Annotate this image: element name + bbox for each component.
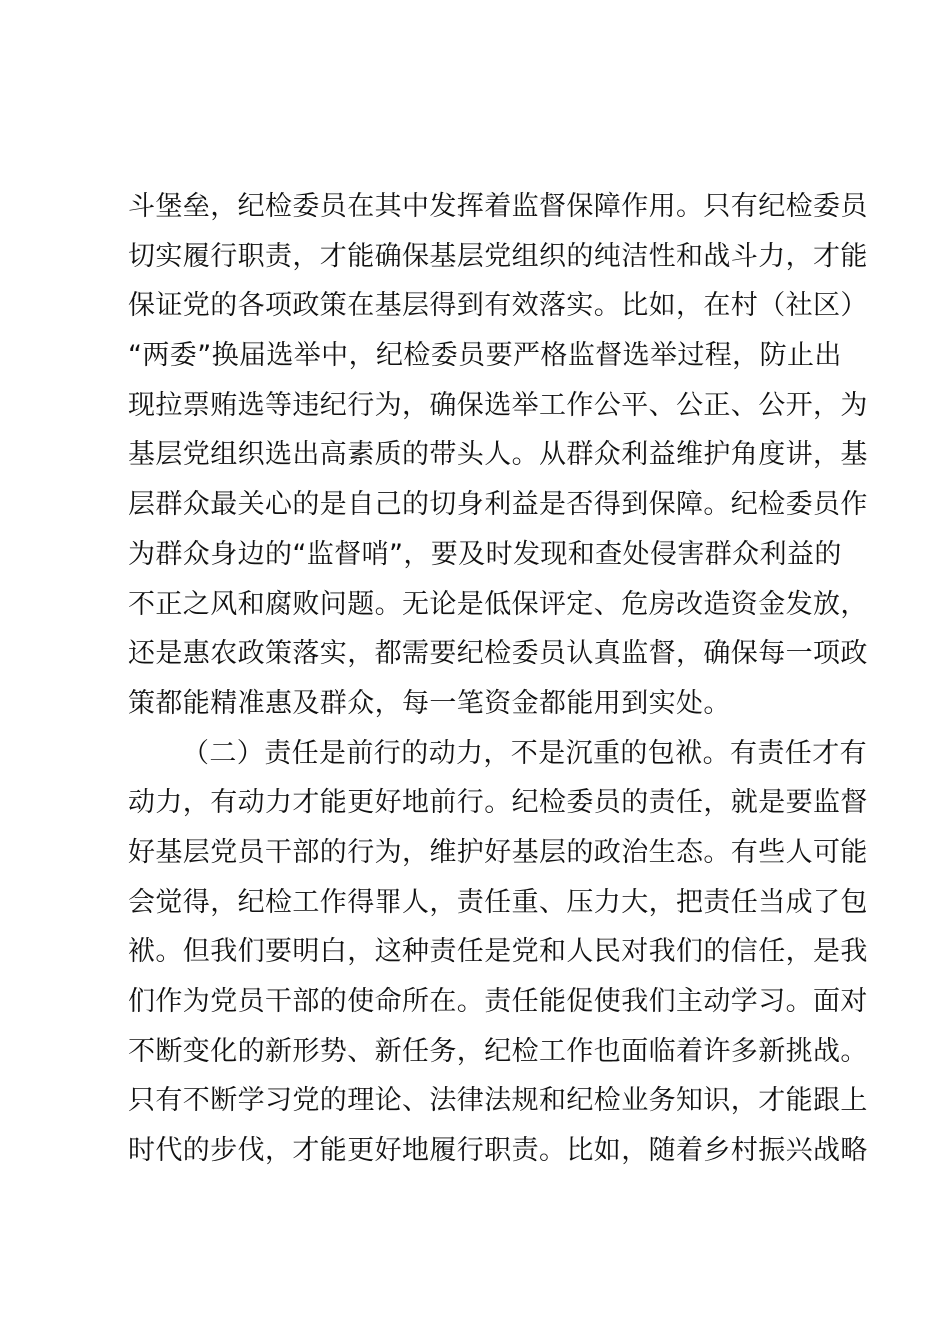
text-line: 策都能精准惠及群众，每一笔资金都能用到实处。 <box>128 687 731 719</box>
text-line: 为群众身边的“监督哨”，要及时发现和查处侵害群众利益的 <box>128 538 842 570</box>
text-line: 会觉得，纪检工作得罪人，责任重、压力大，把责任当成了包 <box>128 886 868 918</box>
text-line: “两委”换届选举中，纪检委员要严格监督选举过程，防止出 <box>128 340 842 372</box>
text-line: 袱。但我们要明白，这种责任是党和人民对我们的信任，是我 <box>128 936 868 968</box>
text-line: 们作为党员干部的使命所在。责任能促使我们主动学习。面对 <box>128 986 868 1017</box>
text-line: 时代的步伐，才能更好地履行职责。比如，随着乡村振兴战略 <box>128 1135 868 1167</box>
text-line: 只有不断学习党的理论、法律法规和纪检业务知识，才能跟上 <box>128 1085 868 1117</box>
text-line: 保证党的各项政策在基层得到有效落实。比如，在村（社区） <box>128 290 868 322</box>
text-line: 动力，有动力才能更好地前行。纪检委员的责任，就是要监督 <box>128 787 868 819</box>
text-line: 现拉票贿选等违纪行为，确保选举工作公平、公正、公开，为 <box>128 389 868 421</box>
text-line: 还是惠农政策落实，都需要纪检委员认真监督，确保每一项政 <box>128 638 868 670</box>
text-line: 好基层党员干部的行为，维护好基层的政治生态。有些人可能 <box>128 836 868 868</box>
text-line: 层群众最关心的是自己的切身利益是否得到保障。纪检委员作 <box>128 489 868 521</box>
text-line: 基层党组织选出高素质的带头人。从群众利益维护角度讲，基 <box>128 439 868 471</box>
text-line: 不断变化的新形势、新任务，纪检工作也面临着许多新挑战。 <box>128 1035 868 1067</box>
text-line: 斗堡垒，纪检委员在其中发挥着监督保障作用。只有纪检委员 <box>128 191 868 222</box>
section-heading-line: （二）责任是前行的动力，不是沉重的包袱。有责任才有 <box>182 737 867 769</box>
text-line: 不正之风和腐败问题。无论是低保评定、危房改造资金发放， <box>128 588 868 620</box>
text-line: 切实履行职责，才能确保基层党组织的纯洁性和战斗力，才能 <box>128 240 868 272</box>
body-text <box>128 182 868 1176</box>
